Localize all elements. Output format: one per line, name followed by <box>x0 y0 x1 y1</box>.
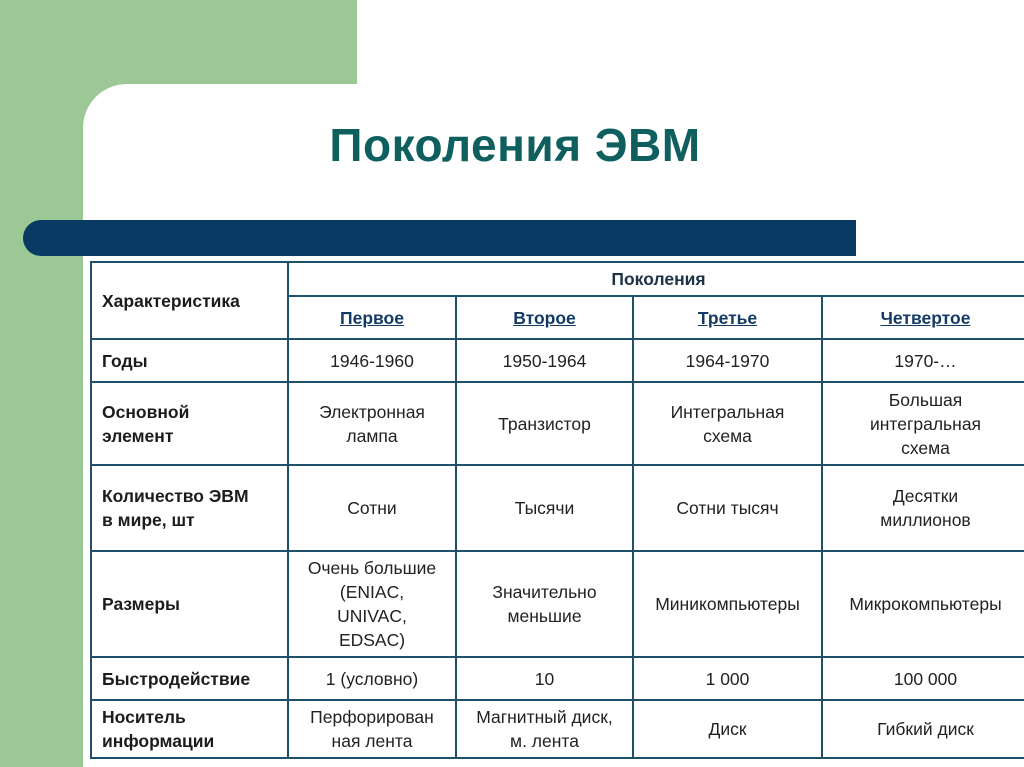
table-row-size <box>91 551 1024 657</box>
cell-years-fourth: 1970-… <box>822 339 1024 382</box>
cell-element-third: Интегральная схема <box>633 382 822 465</box>
cell-size-second: Значительно меньшие <box>456 551 633 657</box>
cell-media-second: Магнитный диск, м. лента <box>456 700 633 758</box>
cell-size-third: Миникомпьютеры <box>633 551 822 657</box>
cell-years-third: 1964-1970 <box>633 339 822 382</box>
table-row-element <box>91 382 1024 465</box>
row-label-count: Количество ЭВМ в мире, шт <box>91 465 288 551</box>
generation-third: Третье <box>633 296 822 339</box>
table-row-years <box>91 339 1024 382</box>
generation-fourth: Четвертое <box>822 296 1024 339</box>
cell-size-first: Очень большие (ENIAC, UNIVAC, EDSAC) <box>288 551 456 657</box>
cell-speed-third: 1 000 <box>633 657 822 700</box>
characteristic-header: Характеристика <box>91 262 288 339</box>
cell-speed-second: 10 <box>456 657 633 700</box>
slide-title: Поколения ЭВМ <box>329 119 701 171</box>
row-label-size: Размеры <box>91 551 288 657</box>
generation-first: Первое <box>288 296 456 339</box>
generation-second: Второе <box>456 296 633 339</box>
cell-size-fourth: Микрокомпьютеры <box>822 551 1024 657</box>
title-divider-bar <box>23 220 856 256</box>
cell-count-fourth: Десятки миллионов <box>822 465 1024 551</box>
cell-count-third: Сотни тысяч <box>633 465 822 551</box>
cell-media-first: Перфорирован ная лента <box>288 700 456 758</box>
row-label-element: Основной элемент <box>91 382 288 465</box>
cell-count-second: Тысячи <box>456 465 633 551</box>
cell-years-second: 1950-1964 <box>456 339 633 382</box>
generations-header: Поколения <box>288 262 1024 296</box>
cell-years-first: 1946-1960 <box>288 339 456 382</box>
row-label-years: Годы <box>91 339 288 382</box>
cell-element-first: Электронная лампа <box>288 382 456 465</box>
table-row-speed <box>91 657 1024 700</box>
cell-speed-fourth: 100 000 <box>822 657 1024 700</box>
generations-table <box>90 261 1024 759</box>
cell-element-second: Транзистор <box>456 382 633 465</box>
table-row-count <box>91 465 1024 551</box>
row-label-speed: Быстродействие <box>91 657 288 700</box>
cell-media-fourth: Гибкий диск <box>822 700 1024 758</box>
cell-speed-first: 1 (условно) <box>288 657 456 700</box>
cell-media-third: Диск <box>633 700 822 758</box>
table-header-row <box>91 262 1024 296</box>
cell-element-fourth: Большая интегральная схема <box>822 382 1024 465</box>
table-row-media <box>91 700 1024 758</box>
cell-count-first: Сотни <box>288 465 456 551</box>
row-label-media: Носитель информации <box>91 700 288 758</box>
